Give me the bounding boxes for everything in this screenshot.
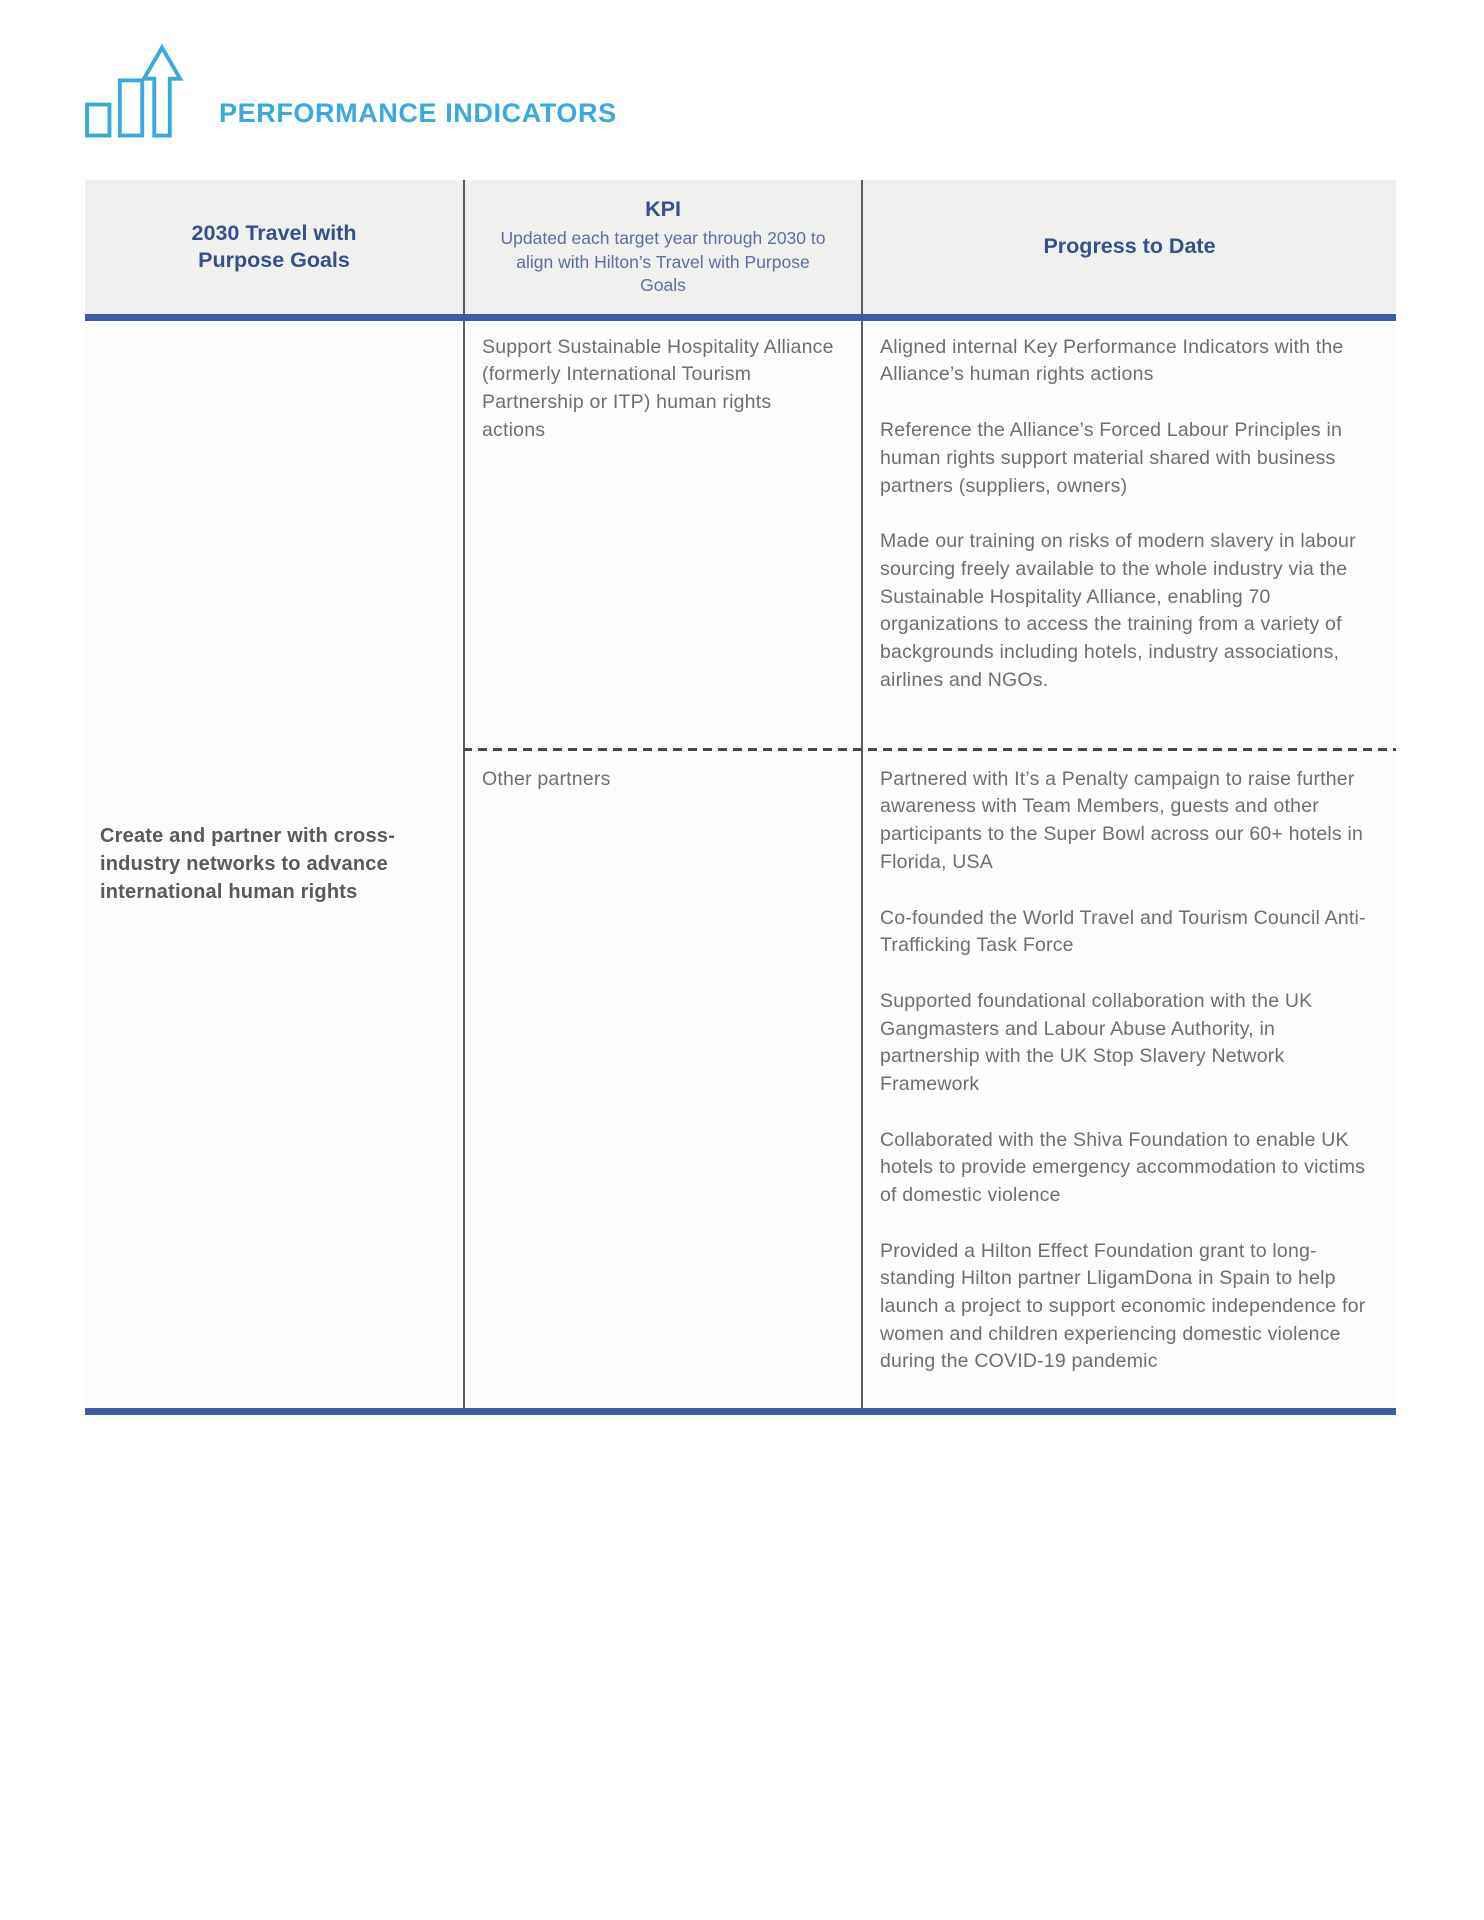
column-header-title: KPI	[645, 197, 681, 221]
goal-cell	[85, 321, 463, 1408]
column-header-goals	[85, 180, 463, 314]
progress-paragraph: Made our training on risks of modern slavery in labour sourcing freely available to the whole industry via the Sustainable Hospitality Alliance, enabling 70 organizations to access the training from a variety of backgrounds including hotels, industry associations, airlines and NGOs.	[880, 530, 1356, 691]
progress-cell	[861, 321, 1396, 748]
progress-paragraph: Co-founded the World Travel and Tourism Council Anti-Trafficking Task Force	[880, 906, 1366, 957]
progress-paragraph: Reference the Alliance’s Forced Labour Principles in human rights support material shared with business partners (suppliers, owners)	[880, 419, 1343, 497]
table-header-row	[85, 180, 1396, 321]
column-header-title: 2030 Travel with Purpose Goals	[191, 221, 357, 272]
progress-paragraph: Aligned internal Key Performance Indicators with the Alliance’s human rights actions	[880, 335, 1344, 386]
column-header-title: Progress to Date	[1043, 234, 1216, 259]
page-title: PERFORMANCE INDICATORS	[219, 98, 617, 128]
kpi-cell	[463, 321, 861, 748]
progress-paragraph: Provided a Hilton Effect Foundation grant to long-standing Hilton partner LligamDona in Spain to help launch a project to support economic independence for women and children experiencing domestic violence during the COVID-19 pandemic	[880, 1239, 1366, 1373]
progress-paragraph: Partnered with It’s a Penalty campaign to raise further awareness with Team Members, guests and other participants to the Super Bowl across our 60+ hotels in Florida, USA	[880, 767, 1364, 873]
kpi-text: Other partners	[482, 767, 611, 790]
progress-cell	[861, 748, 1396, 1408]
progress-paragraph: Collaborated with the Shiva Foundation to enable UK hotels to provide emergency accommodation to victims of domestic violence	[880, 1128, 1366, 1206]
goal-text: Create and partner with cross-industry networks to advance international human rights	[100, 825, 395, 904]
kpi-text: Support Sustainable Hospitality Alliance (formerly International Tourism Partnership or ITP) human rights actions	[482, 335, 834, 441]
kpi-cell	[463, 748, 861, 1408]
column-header-kpi	[463, 180, 861, 314]
page-header	[75, 40, 617, 138]
section-dashed-divider	[463, 748, 1396, 751]
performance-indicators-table	[85, 180, 1396, 1415]
column-header-progress	[861, 180, 1396, 314]
column-header-subtitle: Updated each target year through 2030 to align with Hilton’s Travel with Purpose Goals	[500, 227, 826, 296]
progress-paragraph: Supported foundational collaboration with the UK Gangmasters and Labour Abuse Authority, in partnership with the UK Stop Slavery Network Framework	[880, 989, 1313, 1095]
bar-chart-growth-icon	[75, 40, 187, 138]
table-body	[85, 321, 1396, 1415]
